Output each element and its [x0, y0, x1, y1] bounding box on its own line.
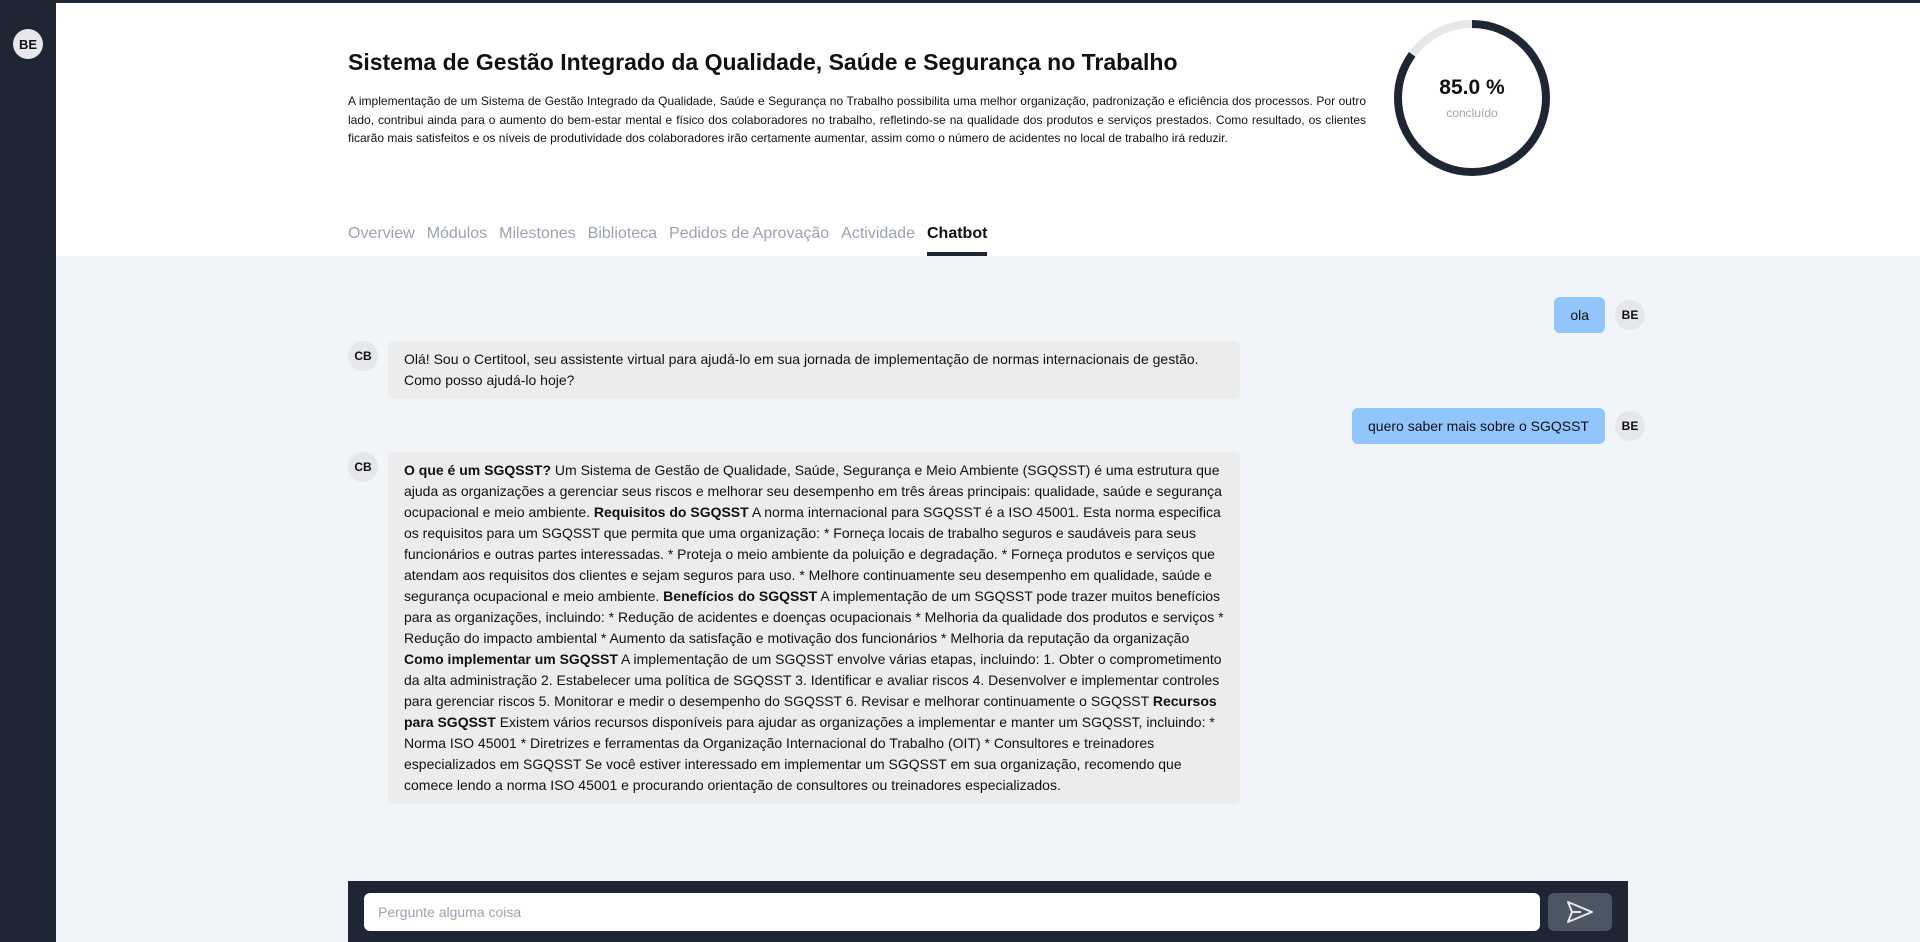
tab-biblioteca[interactable]: Biblioteca	[587, 225, 658, 242]
tab-overview[interactable]: Overview	[348, 225, 415, 242]
chat-input-bar	[348, 881, 1628, 942]
user-message-bubble: ola	[1554, 297, 1605, 333]
tab-pedidos-de-aprovacao[interactable]: Pedidos de Aprovação	[669, 225, 830, 242]
user-message-bubble: quero saber mais sobre o SGQSST	[1352, 408, 1605, 444]
bot-message	[348, 452, 1240, 804]
project-description: A implementação de um Sistema de Gestão Integrado da Qualidade, Saúde e Segurança no Trabalho possibilita uma melhor organização, padronização e eficiência dos processos. Por outro lado, contribui ainda para o aumento do bem-estar mental e físico dos colaboradores no trabalho, refletindo-se na qualidade dos produtos e serviços prestados. Como resultado, os clientes ficarão mais satisfeitos e os níveis de produtividade dos colaboradores irão certamente aumentar, assim como o número de acidentes no local de trabalho irá reduzir.	[348, 94, 1366, 145]
user-message	[1554, 297, 1645, 333]
project-header	[56, 3, 1920, 256]
tab-modulos[interactable]: Módulos	[426, 225, 488, 242]
send-icon	[1566, 900, 1594, 924]
user-avatar: BE	[1615, 411, 1645, 441]
tab-chatbot[interactable]: Chatbot	[927, 223, 987, 256]
tab-bar	[348, 223, 987, 256]
chat-area[interactable]	[56, 256, 1920, 942]
bot-message	[348, 341, 1240, 399]
message-text: Existem vários recursos disponíveis para ajudar as organizações a implementar e manter um SGQSST, incluindo: * Norma ISO 45001 * Diretrizes e ferramentas da Organização Internacional do Trabalho (OIT) * Consultores e treinadores especializados em SGQSST Se você estiver interessado em implementar um SGQSST em sua organização, recomendo que comece lendo a norma ISO 45001 e procurando orientação de consultores ou treinadores especializados.	[404, 714, 1215, 793]
message-heading: Como implementar um SGQSST	[404, 651, 618, 667]
message-text: A norma internacional para SGQSST é a ISO 45001. Esta norma especifica os requisitos para um SGQSST que permita que uma organização: * Forneça locais de trabalho seguros e saudáveis para seus funcionários e outras partes interessadas. * Proteja o meio ambiente da poluição e degradação. * Forneça produtos e serviços que atendam aos requisitos dos clientes e sejam seguros para uso. * Melhore continuamente seu desempenho em qualidade, saúde e segurança ocupacional e meio ambiente.	[404, 504, 1221, 604]
message-text: A implementação de um SGQSST envolve várias etapas, incluindo: 1. Obter o comprometimento da alta administração 2. Estabelecer uma política de SGQSST 3. Identificar e avaliar riscos 4. Desenvolver e implementar controles para gerenciar riscos 5. Monitorar e medir o desempenho do SGQSST 6. Revisar e melhorar continuamente o SGQSST	[404, 651, 1222, 709]
progress-ring	[1393, 19, 1551, 177]
sidebar	[0, 0, 56, 942]
bot-avatar: CB	[348, 452, 378, 482]
message-heading: Requisitos do SGQSST	[593, 504, 749, 520]
chat-input[interactable]	[364, 893, 1540, 931]
message-heading: Recursos para SGQSST	[404, 693, 1217, 730]
message-heading: Benefícios do SGQSST	[663, 588, 818, 604]
bot-message-bubble	[388, 452, 1240, 804]
tab-milestones[interactable]: Milestones	[499, 225, 576, 242]
message-text: A implementação de um SGQSST pode trazer muitos benefícios para as organizações, incluindo: * Redução de acidentes e doenças ocupacionais * Melhoria da qualidade dos produtos e serviços * Redução do impacto ambiental * Aumento da satisfação e motivação dos funcionários * Melhoria da reputação da organização	[404, 588, 1224, 646]
message-heading: O que é um SGQSST?	[404, 462, 552, 478]
bot-message-bubble: Olá! Sou o Certitool, seu assistente virtual para ajudá-lo em sua jornada de implementação de normas internacionais de gestão. Como posso ajudá-lo hoje?	[388, 341, 1240, 399]
sidebar-user-avatar[interactable]: BE	[13, 29, 43, 59]
user-message	[1352, 408, 1645, 444]
tab-actividade[interactable]: Actividade	[841, 225, 915, 242]
message-text: Um Sistema de Gestão de Qualidade, Saúde, Segurança e Meio Ambiente (SGQSST) é uma estrutura que ajuda as organizações a gerenciar seus riscos e melhorar seu desempenho em três áreas principais: qualidade, saúde e segurança ocupacional e meio ambiente.	[404, 462, 1222, 520]
send-button[interactable]	[1548, 893, 1612, 931]
progress-label: concluído	[1446, 106, 1498, 120]
page-title: Sistema de Gestão Integrado da Qualidade, Saúde e Segurança no Trabalho	[348, 49, 1178, 75]
user-avatar: BE	[1615, 300, 1645, 330]
bot-avatar: CB	[348, 341, 378, 371]
progress-value: 85.0 %	[1439, 76, 1505, 99]
